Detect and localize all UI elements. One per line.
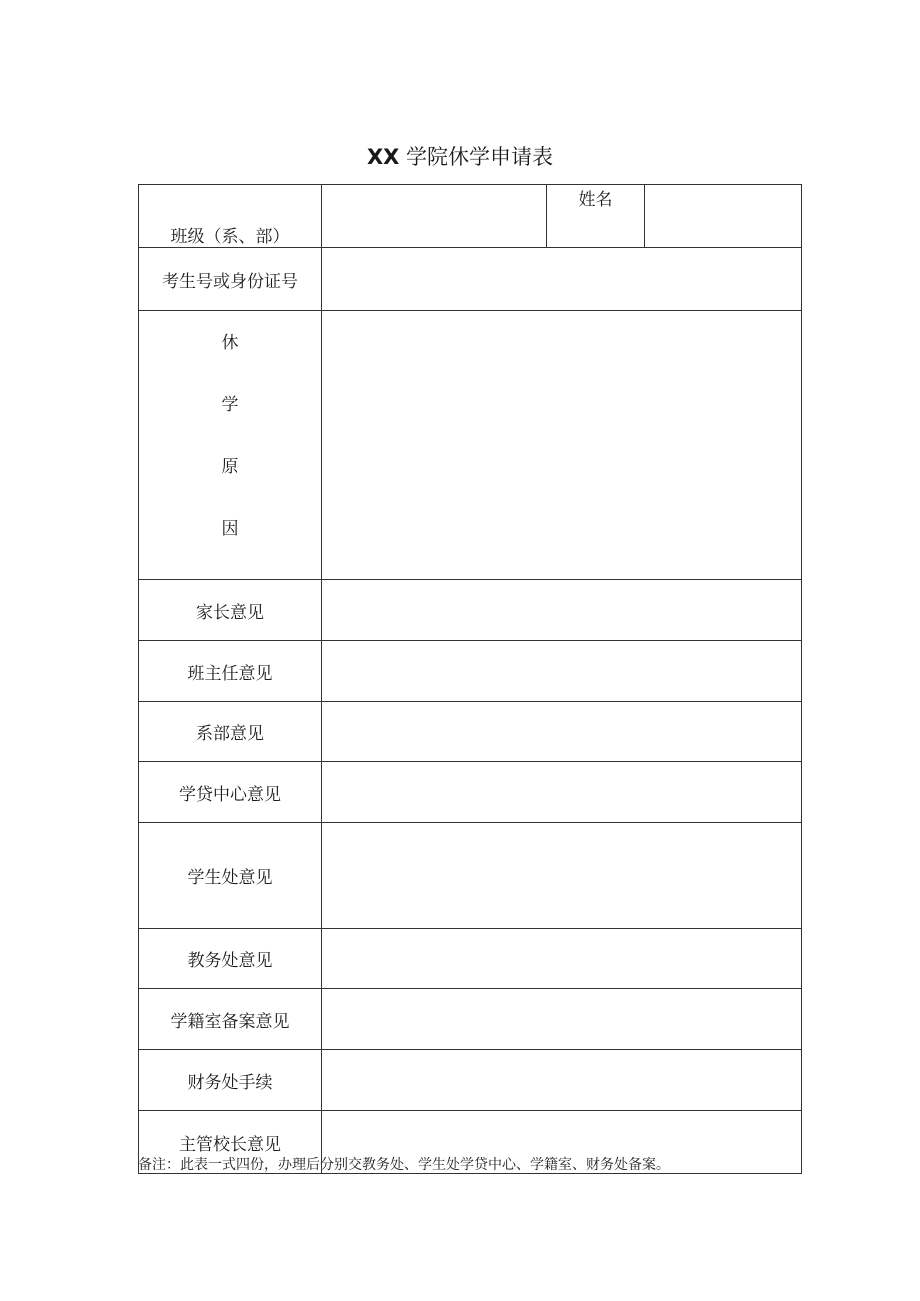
reason-label bbox=[139, 311, 322, 580]
registry-opinion-field[interactable] bbox=[322, 989, 802, 1050]
head-teacher-opinion-field[interactable] bbox=[322, 641, 802, 702]
parent-opinion-row bbox=[139, 580, 802, 641]
loan-center-opinion-field[interactable] bbox=[322, 762, 802, 823]
class-name-row bbox=[139, 185, 802, 248]
class-label: 班级（系、部） bbox=[139, 185, 322, 248]
reason-row bbox=[139, 311, 802, 580]
class-field[interactable] bbox=[322, 185, 547, 248]
id-field[interactable] bbox=[322, 248, 802, 311]
title-text: 学院休学申请表 bbox=[406, 145, 554, 169]
principal-opinion-label: 主管校长意见 bbox=[139, 1111, 322, 1174]
registry-opinion-row bbox=[139, 989, 802, 1050]
reason-label-char: 休 bbox=[221, 333, 239, 353]
department-opinion-row bbox=[139, 702, 802, 762]
page-title bbox=[0, 142, 920, 172]
title-prefix: XX bbox=[366, 145, 400, 169]
reason-label-char: 学 bbox=[221, 395, 239, 415]
department-opinion-label: 系部意见 bbox=[139, 702, 322, 762]
department-opinion-field[interactable] bbox=[322, 702, 802, 762]
finance-procedure-label: 财务处手续 bbox=[139, 1050, 322, 1111]
name-label: 姓名 bbox=[547, 185, 645, 248]
academic-affairs-opinion-field[interactable] bbox=[322, 929, 802, 989]
id-label: 考生号或身份证号 bbox=[139, 248, 322, 311]
head-teacher-opinion-row bbox=[139, 641, 802, 702]
parent-opinion-field[interactable] bbox=[322, 580, 802, 641]
student-affairs-opinion-row bbox=[139, 823, 802, 929]
loan-center-opinion-label: 学贷中心意见 bbox=[139, 762, 322, 823]
head-teacher-opinion-label: 班主任意见 bbox=[139, 641, 322, 702]
name-field[interactable] bbox=[645, 185, 802, 248]
reason-label-char: 原 bbox=[221, 457, 239, 477]
footnote: 备注：此表一式四份，办理后分别交教务处、学生处学贷中心、学籍室、财务处备案。 bbox=[138, 1157, 670, 1173]
reason-field[interactable] bbox=[322, 311, 802, 580]
reason-label-char: 因 bbox=[221, 519, 239, 539]
id-row bbox=[139, 248, 802, 311]
academic-affairs-opinion-row bbox=[139, 929, 802, 989]
academic-affairs-opinion-label: 教务处意见 bbox=[139, 929, 322, 989]
finance-procedure-row bbox=[139, 1050, 802, 1111]
parent-opinion-label: 家长意见 bbox=[139, 580, 322, 641]
student-affairs-opinion-label: 学生处意见 bbox=[139, 823, 322, 929]
registry-opinion-label: 学籍室备案意见 bbox=[139, 989, 322, 1050]
finance-procedure-field[interactable] bbox=[322, 1050, 802, 1111]
student-affairs-opinion-field[interactable] bbox=[322, 823, 802, 929]
loan-center-opinion-row bbox=[139, 762, 802, 823]
leave-application-form bbox=[138, 184, 802, 1174]
